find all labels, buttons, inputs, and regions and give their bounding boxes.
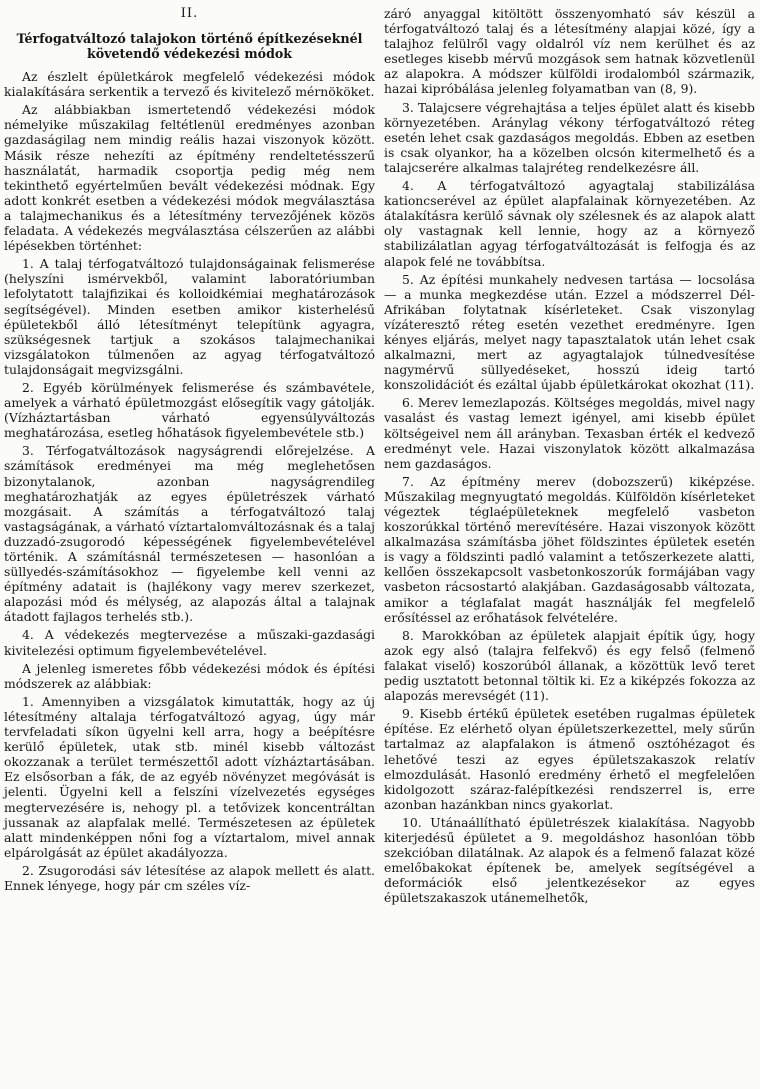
article-title: Térfogatváltozó talajokon történő építkezéseknél követendő védekezési módok bbox=[16, 31, 363, 62]
paragraph: 8. Marokkóban az épületek alapjait építik úgy, hogy azok egy alsó (talajra felfekvő) és egy felső (felmenő falakat viselő) koszorúból állanak, a közöttük levő teret pedig usztatott betonnal töltik ki. Ez a kiképzés fokozza az alapozás merevségét (11). bbox=[384, 627, 755, 704]
paragraph: A jelenleg ismeretes főbb védekezési módok és építési módszerek az alábbiak: bbox=[4, 660, 375, 691]
paragraph: 2. Zsugorodási sáv létesítése az alapok mellett és alatt. Ennek lényege, hogy pár cm széles víz- bbox=[4, 862, 375, 893]
paragraph: 1. A talaj térfogatváltozó tulajdonságainak felismerése (helyszíni ismérvekből, valamint laboratóriumban lefolytatott talajfizikai és kolloidkémiai meghatározások segítségével). Minden esetben amikor kisterhelésű épületekből álló létesítményt telepítünk agyagra, szükségesnek tartjuk a szokásos talajmechanikai vizsgálatokon túlmenően az agyag térfogatváltozó tulajdonságait megvizsgálni. bbox=[4, 256, 375, 377]
paragraph: Az észlelt épületkárok megfelelő védekezési módok kialakítására serkentik a tervező és kivitelező mérnököket. bbox=[4, 69, 375, 100]
paragraph: 4. A térfogatváltozó agyagtalaj stabilizálása kationcserével az épület alapfalainak környezetében. Az átalakításra kerülő sávnak oly szélesnek és az alapok alatt oly vastagnak kell lennie, hogy az a környező stabilizálatlan agyag térfogatváltozását is felfogja és az alapok felé ne továbbítsa. bbox=[384, 178, 755, 269]
left-column bbox=[4, 6, 375, 896]
paragraph: 10. Utánaállítható épületrészek kialakítása. Nagyobb kiterjedésű épületet a 9. megoldáshoz hasonlóan több szekcióban dilatálnak. Az alapok és a felmenő falazat közé emelőbakokat építenek be, amelyek segítségével a deformációk első jelentkezésekor az egyes épületszakaszok utánemelhetők, bbox=[384, 814, 755, 906]
paragraph: Az alábbiakban ismertetendő védekezési módok némelyike műszakilag feltétlenül eredményes azonban gazdaságilag nem mindig reális hazai viszonyok között. Másik része nehezíti az építmény rendeltetésszerű használatát, harmadik csoportja pedig még nem tekinthető egyértelműen bevált védekezési módnak. Egy adott konkrét esetben a védekezési módok megválasztása a talajmechanikus és a létesítmény tervezőjének közös feladata. A védekezés megválasztása célszerűen az alábbi lépésekben történhet: bbox=[4, 102, 375, 254]
paragraph: 3. Térfogatváltozások nagyságrendi előrejelzése. A számítások eredményei ma még meglehetősen bizonytalanok, azonban nagyságrendileg meghatározhatják az egyes épületrészek várható mozgásait. A számítás a térfogatváltozó talaj vastagságának, a várható víztartalomváltozásnak és a talaj duzzadó-zsugorodó képességének figyelembevételével történik. A számításnál természetesen — hasonlóan a süllyedés-számításokhoz — figyelembe kell venni az építmény adatait is (hajlékony vagy merev szerkezet, alapozási mód és mélység, az alapozás által a talajnak átadott fajlagos terhelés stb.). bbox=[4, 443, 375, 625]
paragraph: 5. Az építési munkahely nedvesen tartása — locsolása — a munka megkezdése után. Ezzel a módszerrel Dél-Afrikában folytatnak kísérleteket. Csak viszonylag vízáteresztő réteg esetén vezethet eredményre. Igen kényes eljárás, melyet nagy tapasztalatok után lehet csak alkalmazni, mert az agyagtalajok túlnedvesítése nagymérvű süllyedéseket, hosszú ideig tartó konszolidációt és ezáltal újabb épületkárokat okozhat (11). bbox=[384, 271, 755, 393]
paragraph: 2. Egyéb körülmények felismerése és számbavétele, amelyek a várható épületmozgást elősegítik vagy gátolják. (Vízháztartásban várható egyensúlyváltozás meghatározása, esetleg hőhatások figyelembevétele stb.) bbox=[4, 379, 375, 441]
paragraph: 9. Kisebb értékű épületek esetében rugalmas épületek építése. Ez elérhető olyan épületszerkezettel, mely sűrűn tartalmaz az alapfalakon is átmenő osztóhézagot és lehetővé teszi az egyes épületszakaszok relatív elmozdulását. Hasonló eredmény érhető el megfelelően kidolgozott száraz-falépítkezési rendszerrel is, erre azonban hazánkban nincs gyakorlat. bbox=[384, 706, 755, 812]
right-column bbox=[384, 6, 755, 908]
paragraph-continued: záró anyaggal kitöltött összenyomható sáv készül a térfogatváltozó talaj és a létesítmény alapjai közé, így a talajhoz felülről vagy oldalról víz nem kerülhet és az esetleges kisebb mérvű mozgások sem hatnak közvetlenül az alapokra. A módszer külföldi irodalomból származik, hazai kipróbálása jelenleg folyamatban van (8, 9). bbox=[384, 6, 755, 97]
section-number: II. bbox=[180, 6, 199, 21]
paragraph: 6. Merev lemezlapozás. Költséges megoldás, mivel nagy vasalást és vastag lemezt igényel, ami kisebb épület költségeivel nem áll arányban. Texasban érték el kedvező eredményt vele. Hazai viszonylatok között alkalmazása nem gazdaságos. bbox=[384, 395, 755, 471]
paragraph: 7. Az építmény merev (dobozszerű) kiképzése. Műszakilag megnyugtató megoldás. Külföldön kísérleteket végeztek téglaépületeknek megfelelő vasbeton koszorúkkal történő merevítésére. Hazai viszonyok között alkalmazása számításba jöhet földszintes épületek esetén is vagy a földszinti padló valamint a tetőszerkezete alatti, kellően összekapcsolt vasbetonkoszorúk formájában vagy vasbeton rácsostartó alakjában. Gazdaságosabb változata, amikor a téglafalat magát használják fel megfelelő erősítéssel az erőhatások felvételére. bbox=[384, 473, 755, 625]
paragraph: 1. Amennyiben a vizsgálatok kimutatták, hogy az új létesítmény altalaja térfogatváltozó agyag, úgy már tervfeladati síkon ügyelni kell arra, hogy a beépítésre kerülő épületek, utak stb. minél kisebb változást okozzanak a terület természettől adott vízháztartásában. Ez elsősorban a fák, de az egyéb növényzet megóvását is jelenti. Ügyelni kell a felszíni vízelvezetés egységes megtervezésére is, nehogy pl. a tetővizek koncentráltan jussanak az alapfalak mellé. Természetesen az épületek alatt mindenképpen nőni fog a víztartalom, mivel annak elpárolgását az épület akadályozza. bbox=[4, 693, 375, 860]
paragraph: 3. Talajcsere végrehajtása a teljes épület alatt és kisebb környezetében. Aránylag vékony térfogatváltozó réteg esetén lehet csak gazdaságos megoldás. Ebben az esetben is csak olyankor, ha a közelben olcsón kitermelhető és a talajcserére alkalmas talajréteg rendelkezésre áll. bbox=[384, 99, 755, 175]
paragraph: 4. A védekezés megtervezése a műszaki-gazdasági kivitelezési optimum figyelembevételével. bbox=[4, 627, 375, 658]
